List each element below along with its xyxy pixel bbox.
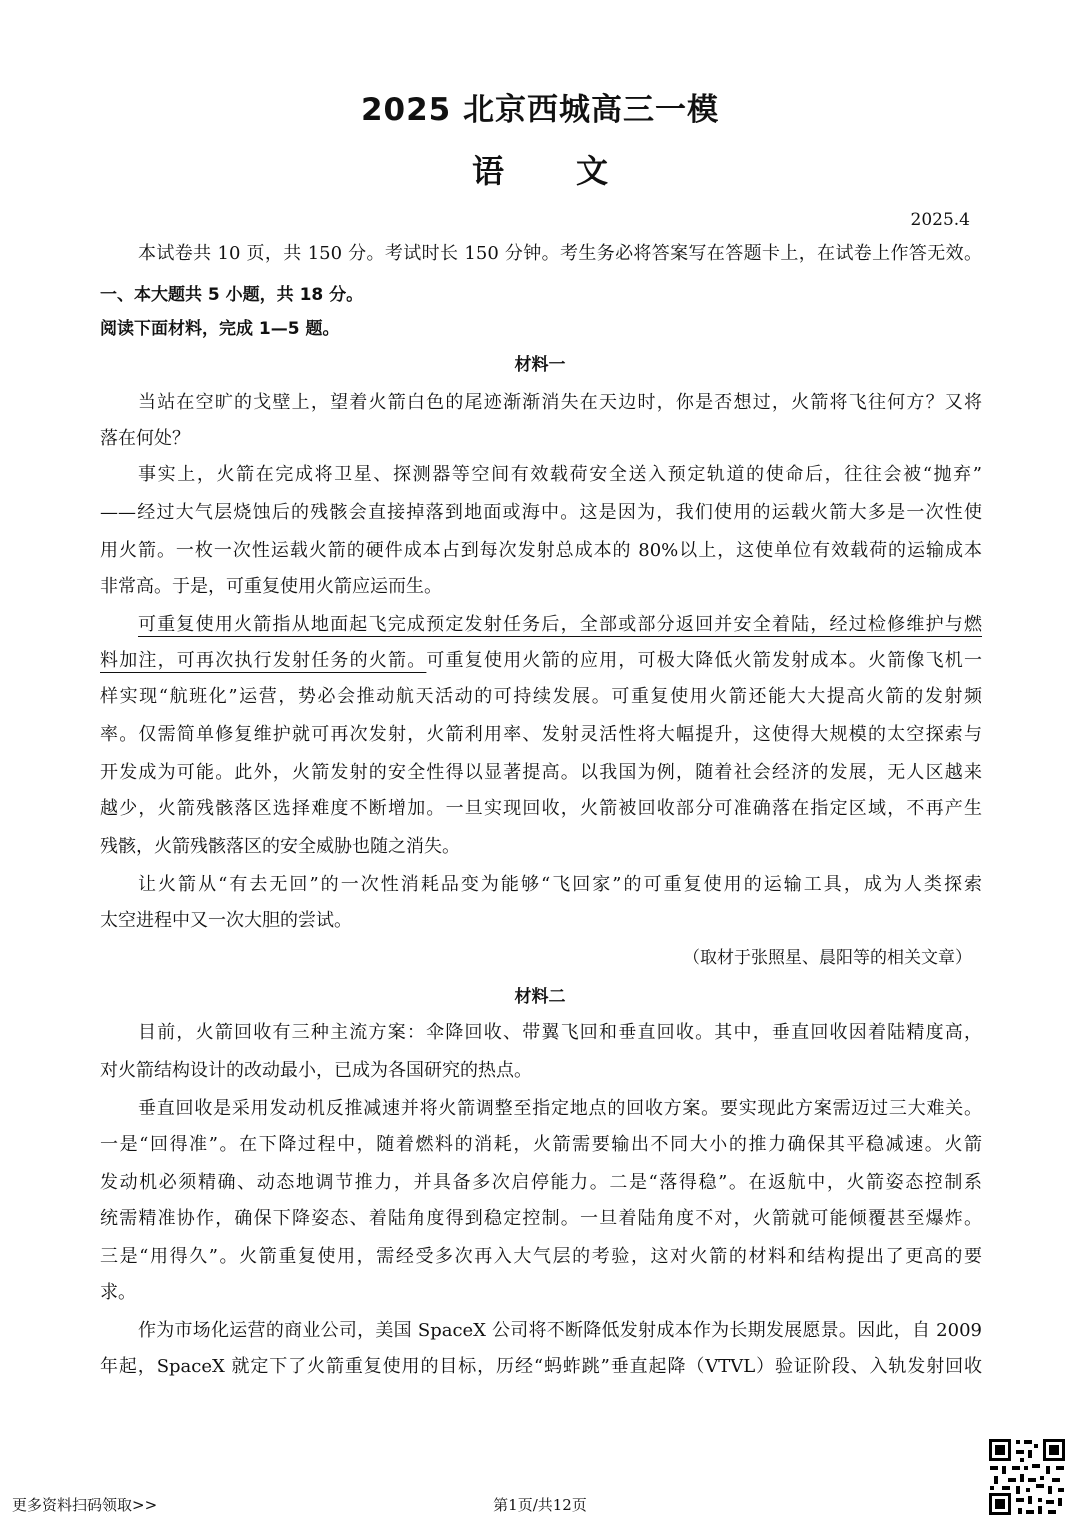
material2-p2-line: 一是“回得准”。在下降过程中，随着燃料的消耗，火箭需要输出不同大小的推力确保其平稳减速。火箭 (100, 1134, 982, 1155)
material1-p2-line: ——经过大气层烧蚀后的残骸会直接掉落到地面或海中。这是因为，我们使用的运载火箭大多是一次性使 (100, 502, 982, 523)
exam-date: 2025.4 (910, 210, 970, 230)
exam-title: 2025 北京西城高三一模 (360, 92, 720, 128)
footer-more-resources[interactable]: 更多资料扫码领取>> (12, 1496, 158, 1514)
material2-p2-line: 求。 (100, 1282, 136, 1303)
material1-heading: 材料一 (514, 355, 566, 375)
material2-heading: 材料二 (514, 987, 566, 1007)
material1-p2-line: 用火箭。一枚一次性运载火箭的硬件成本占到每次发射总成本的 80%以上，这使单位有效载荷的运输成本 (100, 540, 982, 561)
subject-char-1: 语 (471, 152, 504, 190)
material1-definition-line: 可重复使用火箭指从地面起飞完成预定发射任务后，全部或部分返回并安全着陆，经过检修维护与燃 (138, 614, 982, 635)
subject-char-2: 文 (576, 152, 609, 190)
material1-p3-line: 残骸，火箭残骸落区的安全威胁也随之消失。 (100, 836, 460, 857)
material1-p4-line: 太空进程中又一次大胆的尝试。 (100, 910, 352, 931)
material2-p2-line: 垂直回收是采用发动机反推减速并将火箭调整至指定地点的回收方案。要实现此方案需迈过三大难关。 (138, 1098, 982, 1119)
material1-p3-line: 开发成为可能。此外，火箭发射的安全性得以显著提高。以我国为例，随着社会经济的发展，无人区越来 (100, 762, 982, 783)
page-number: 第1页/共12页 (493, 1496, 587, 1514)
material1-p3-line: 样实现“航班化”运营，势必会推动航天活动的可持续发展。可重复使用火箭还能大大提高火箭的发射频 (100, 686, 982, 707)
section-instruction: 阅读下面材料，完成 1—5 题。 (100, 319, 340, 339)
material1-p4-line: 让火箭从“有去无回”的一次性消耗品变为能够“飞回家”的可重复使用的运输工具，成为人类探索 (138, 874, 982, 895)
exam-intro: 本试卷共 10 页，共 150 分。考试时长 150 分钟。考生务必将答案写在答题卡上，在试卷上作答无效。 (138, 243, 982, 264)
material2-p2-line: 三是“用得久”。火箭重复使用，需经受多次再入大气层的考验，这对火箭的材料和结构提出了更高的要 (100, 1246, 982, 1267)
material1-p3-line2-rest: 可重复使用火箭的应用，可极大降低火箭发射成本。火箭像飞机一 (426, 650, 983, 671)
material1-p3-line: 越少，火箭残骸落区选择难度不断增加。一旦实现回收，火箭被回收部分可准确落在指定区域，不再产生 (100, 798, 982, 819)
material2-p3-line: 作为市场化运营的商业公司，美国 SpaceX 公司将不断降低发射成本作为长期发展愿景。因此，自 2009 (138, 1320, 982, 1341)
material1-p3-line: 率。仅需简单修复维护就可再次发射，火箭利用率、发射灵活性将大幅提升，这使得大规模的太空探索与 (100, 724, 982, 745)
material1-p1-line: 当站在空旷的戈壁上，望着火箭白色的尾迹渐渐消失在天边时，你是否想过，火箭将飞往何方？又将 (138, 392, 982, 413)
material2-p2-line: 发动机必须精确、动态地调节推力，并具备多次启停能力。二是“落得稳”。在返航中，火箭姿态控制系 (100, 1172, 982, 1193)
material1-p3-line (100, 648, 982, 674)
material2-p2-line: 统需精准协作，确保下降姿态、着陆角度得到稳定控制。一旦着陆角度不对，火箭就可能倾覆甚至爆炸。 (100, 1208, 982, 1229)
material2-p1-line: 目前，火箭回收有三种主流方案：伞降回收、带翼飞回和垂直回收。其中，垂直回收因着陆精度高， (138, 1022, 982, 1043)
section-heading: 一、本大题共 5 小题，共 18 分。 (100, 285, 364, 305)
subject-title (0, 146, 1080, 192)
material2-p3-line: 年起，SpaceX 就定下了火箭重复使用的目标，历经“蚂蚱跳”垂直起降（VTVL）验证阶段、入轨发射回收 (100, 1356, 982, 1377)
material1-p2-line: 事实上，火箭在完成将卫星、探测器等空间有效载荷安全送入预定轨道的使命后，往往会被“抛弃” (138, 464, 982, 485)
material1-p2-line: 非常高。于是，可重复使用火箭应运而生。 (100, 576, 442, 597)
material2-p1-line: 对火箭结构设计的改动最小，已成为各国研究的热点。 (100, 1060, 532, 1081)
material1-definition-end: 料加注，可再次执行发射任务的火箭。 (100, 650, 427, 671)
material1-p1-line: 落在何处？ (100, 428, 190, 449)
material1-source: （取材于张照星、晨阳等的相关文章） (683, 948, 972, 968)
